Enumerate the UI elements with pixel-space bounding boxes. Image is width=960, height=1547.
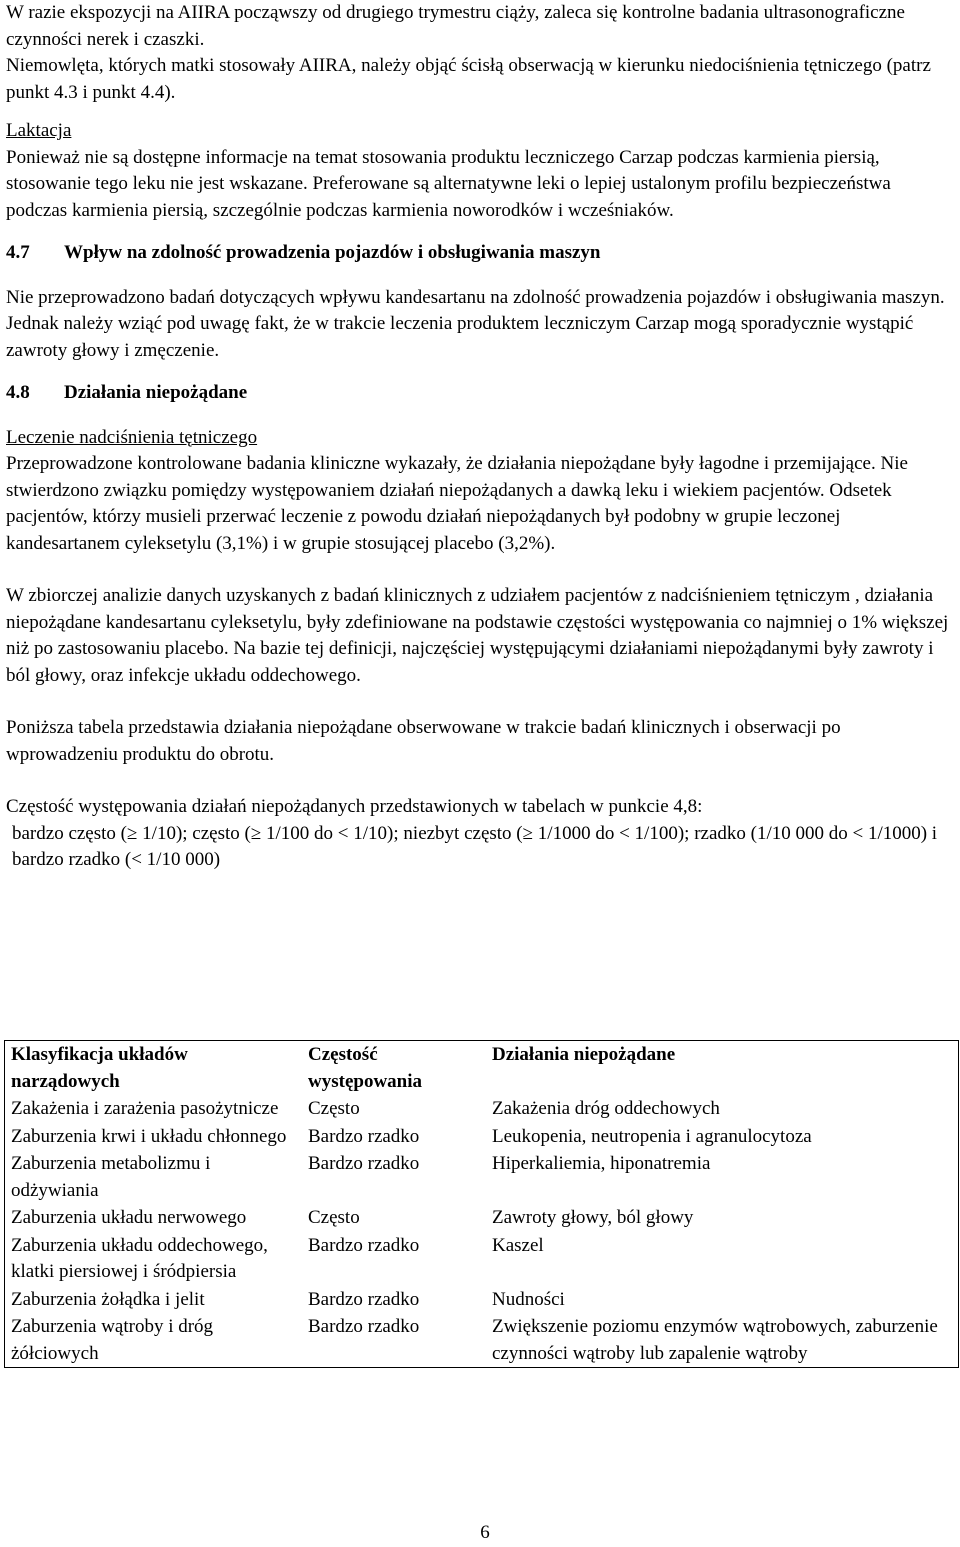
cell-adverse-reaction: Zawroty głowy, ból głowy <box>492 1207 694 1228</box>
cell-adverse-reaction: Nudności <box>492 1288 565 1310</box>
cell-frequency: Bardzo rzadko <box>308 1316 420 1337</box>
intro-paragraph-2: Niemowlęta, których matki stosowały AIIRA, należy objąć ścisłą obserwacją w kierunku niedociśnienia tętniczego (patrz punkt 4.3 i punkt 4.4). <box>6 55 931 103</box>
table-header-row <box>5 1041 959 1096</box>
cell-adverse-reaction: Leukopenia, neutropenia i agranulocytoza <box>492 1125 812 1147</box>
cell-system-organ-class: Zakażenia i zarażenia pasożytnicze <box>11 1098 279 1119</box>
cell-frequency: Bardzo rzadko <box>308 1153 420 1174</box>
frequency-definitions: bardzo często (≥ 1/10); często (≥ 1/100 do < 1/10); niezbyt często (≥ 1/1000 do < 1/100); rzadko (1/10 000 do < 1/1000) i bardzo rzadko (< 1/10 000) <box>12 822 938 870</box>
cell-adverse-reaction: Kaszel <box>492 1234 544 1256</box>
section-number: 4.7 <box>6 242 30 263</box>
lactation-paragraph: Ponieważ nie są dostępne informacje na temat stosowania produktu leczniczego Carzap podczas karmienia piersią, stosowanie tego leku nie jest wskazane. Preferowane są alternatywne leki o lepiej ustalonym profilu bezpieczeństwa podczas karmienia piersią, szczególnie podczas karmienia noworodków i wcześniaków. <box>6 146 891 221</box>
section-title: Wpływ na zdolność prowadzenia pojazdów i obsługiwania maszyn <box>64 242 601 263</box>
section-4-8-paragraph-2: W zbiorczej analizie danych uzyskanych z badań klinicznych z udziałem pacjentów z nadciśnieniem tętniczym , działania niepożądane kandesartanu cyleksetylu, były zdefiniowane na podstawie częstości występowania co najmniej o 1% większej niż po zastosowaniu placebo. Na bazie tej definicji, najczęściej występującymi działaniami niepożądanymi były zawroty i ból głowy, oraz infekcje układu oddechowego. <box>6 585 949 686</box>
cell-frequency: Bardzo rzadko <box>308 1288 420 1310</box>
lactation-heading: Laktacja <box>6 120 72 141</box>
cell-frequency: Bardzo rzadko <box>308 1234 420 1256</box>
section-4-8-heading <box>6 380 956 407</box>
frequency-intro: Częstość występowania działań niepożądanych przedstawionych w tabelach w punkcie 4,8: <box>6 796 703 817</box>
table-row <box>5 1204 959 1232</box>
table-row <box>5 1286 959 1314</box>
cell-adverse-reaction: Zwiększenie poziomu enzymów wątrobowych, zaburzenie czynności wątroby lub zapalenie wątroby <box>492 1316 938 1364</box>
intro-paragraph-1: W razie ekspozycji na AIIRA począwszy od drugiego trymestru ciąży, zaleca się kontrolne badania ultrasonograficzne czynności nerek i czaszki. <box>6 2 905 50</box>
table-row <box>5 1095 959 1123</box>
section-4-8-paragraph-1: Przeprowadzone kontrolowane badania kliniczne wykazały, że działania niepożądane były łagodne i przemijające. Nie stwierdzono związku pomiędzy występowaniem działań niepożądanych a dawką leku i wiekiem pacjentów. Odsetek pacjentów, którzy musieli przerwać leczenie z powodu działań niepożądanych był podobny w grupie leczonej kandesartanem cyleksetylu (3,1%) i w grupie stosującej placebo (3,2%). <box>6 453 908 554</box>
cell-system-organ-class: Zaburzenia żołądka i jelit <box>11 1288 205 1310</box>
cell-system-organ-class: Zaburzenia układu oddechowego, klatki piersiowej i śródpiersia <box>11 1234 268 1282</box>
cell-frequency: Bardzo rzadko <box>308 1125 420 1147</box>
hypertension-subheading: Leczenie nadciśnienia tętniczego <box>6 426 258 448</box>
header-adverse-reactions: Działania niepożądane <box>492 1044 676 1065</box>
cell-system-organ-class: Zaburzenia metabolizmu i odżywiania <box>11 1153 211 1201</box>
table-row <box>5 1150 959 1204</box>
header-frequency: Częstość występowania <box>308 1044 423 1092</box>
header-system-organ-class: Klasyfikacja układów narządowych <box>11 1044 188 1092</box>
document-page <box>6 0 956 874</box>
cell-system-organ-class: Zaburzenia układu nerwowego <box>11 1207 247 1228</box>
cell-adverse-reaction: Hiperkaliemia, hiponatremia <box>492 1153 711 1174</box>
cell-system-organ-class: Zaburzenia krwi i układu chłonnego <box>11 1125 287 1147</box>
table-row <box>5 1313 959 1368</box>
cell-system-organ-class: Zaburzenia wątroby i dróg żółciowych <box>11 1316 214 1364</box>
adverse-reactions-table <box>4 1040 959 1368</box>
section-4-8-paragraph-3: Poniższa tabela przedstawia działania niepożądane obserwowane w trakcie badań klinicznych i obserwacji po wprowadzeniu produktu do obrotu. <box>6 717 841 765</box>
section-title: Działania niepożądane <box>64 382 248 403</box>
table-row <box>5 1232 959 1286</box>
cell-adverse-reaction: Zakażenia dróg oddechowych <box>492 1098 720 1119</box>
table-row <box>5 1123 959 1151</box>
cell-frequency: Często <box>308 1098 360 1119</box>
section-number: 4.8 <box>6 382 30 403</box>
cell-frequency: Często <box>308 1207 360 1228</box>
page-number: 6 <box>480 1522 490 1543</box>
section-4-7-heading <box>6 240 956 267</box>
section-4-7-paragraph: Nie przeprowadzono badań dotyczących wpływu kandesartanu na zdolność prowadzenia pojazdów i obsługiwania maszyn. Jednak należy wziąć pod uwagę fakt, że w trakcie leczenia produktem leczniczym Carzap mogą sporadycznie wystąpić zawroty głowy i zmęczenie. <box>6 286 945 361</box>
